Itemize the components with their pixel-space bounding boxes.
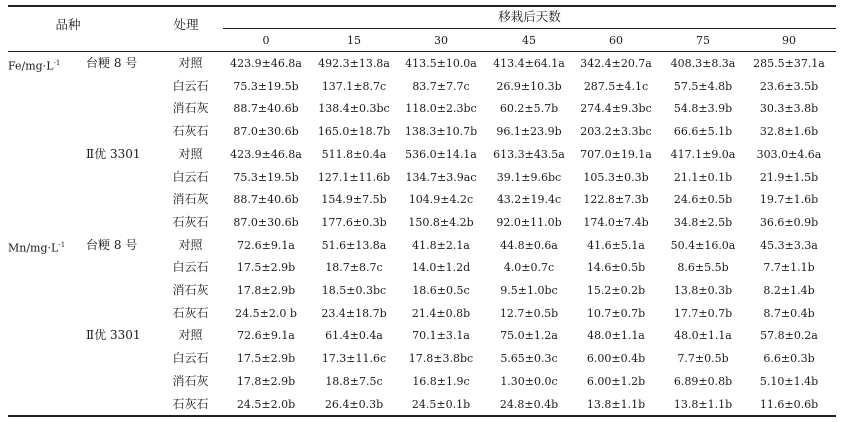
value-cell: 48.0±1.1a [587,329,645,343]
table-row [8,302,836,325]
value-cell: 70.1±3.1a [412,329,470,343]
value-cell: 6.89±0.8b [673,374,733,388]
value-cell: 134.7±3.9ac [405,170,477,184]
treatment-header: 处理 [173,17,199,32]
value-cell: 18.7±8.7c [325,261,383,275]
table-row [8,188,836,211]
value-cell: 48.0±1.1a [674,329,732,343]
table-row [8,279,836,302]
value-cell: 492.3±13.8a [318,57,390,70]
treatment-label: 石灰石 [172,396,209,411]
day-header-30: 30 [434,34,448,47]
value-cell: 87.0±30.6b [233,125,299,139]
value-cell: 408.3±8.3a [670,57,736,70]
variety-header: 品种 [55,17,81,32]
value-cell: 6.00±0.4b [586,352,646,366]
value-cell: 45.3±3.3a [760,238,818,252]
value-cell: 165.0±18.7b [317,125,391,139]
table-row [8,75,836,98]
treatment-label: 白云石 [172,351,209,366]
value-cell: 44.8±0.6a [500,238,558,252]
table-row [8,166,836,189]
value-cell: 34.8±2.5b [673,215,733,229]
value-cell: 23.4±18.7b [321,306,387,320]
value-cell: 88.7±40.6b [233,193,299,207]
treatment-label: 消石灰 [172,101,209,116]
value-cell: 96.1±23.9b [496,125,562,139]
value-cell: 39.1±9.6bc [496,170,562,184]
value-cell: 19.7±1.6b [759,193,819,207]
value-cell: 17.5±2.9b [236,352,296,366]
value-cell: 7.7±1.1b [763,261,815,275]
treatment-label: 白云石 [172,78,209,93]
value-cell: 122.8±7.3b [583,193,649,207]
value-cell: 18.6±0.5c [412,284,470,297]
value-cell: 287.5±4.1c [583,79,649,93]
table-row [8,97,836,120]
table-row [8,370,836,393]
value-cell: 707.0±19.1a [580,147,652,161]
treatment-label: 石灰石 [172,124,209,139]
value-cell: 274.4±9.3bc [580,102,652,116]
day-header-75: 75 [696,34,710,47]
value-cell: 57.8±0.2a [760,329,818,343]
table-row [8,120,836,143]
value-cell: 1.30±0.0c [500,374,558,388]
value-cell: 21.1±0.1b [673,170,733,184]
value-cell: 342.4±20.7a [580,57,652,70]
value-cell: 177.6±0.3b [321,215,387,229]
value-cell: 174.0±7.4b [583,215,649,229]
value-cell: 17.8±2.9b [236,284,296,297]
variety-label: Ⅱ优 3301 [86,328,141,343]
treatment-label: 白云石 [172,260,209,275]
value-cell: 7.7±0.5b [677,352,729,366]
table-row [8,143,836,166]
treatment-label: 白云石 [172,169,209,184]
value-cell: 17.8±2.9b [236,374,296,388]
value-cell: 423.9±46.8a [230,147,302,161]
value-cell: 41.6±5.1a [587,238,645,252]
day-header-45: 45 [522,34,536,47]
value-cell: 104.9±4.2c [408,193,474,207]
value-cell: 11.6±0.6b [759,397,819,411]
value-cell: 16.8±1.9c [412,374,470,388]
value-cell: 17.7±0.7b [673,306,733,320]
treatment-label: 对照 [178,237,203,252]
value-cell: 5.65±0.3c [500,352,558,366]
metric-unit-exponent: -1 [58,240,66,249]
value-cell: 14.0±1.2d [411,261,471,275]
value-cell: 6.6±0.3b [763,352,815,366]
value-cell: 43.2±19.4c [496,193,562,207]
metric-label [8,52,86,75]
table-row [8,52,836,75]
value-cell: 24.5±2.0 b [235,306,297,320]
value-cell: 24.5±0.1b [411,397,471,411]
treatment-label: 消石灰 [172,192,209,207]
value-cell: 75.3±19.5b [233,170,299,184]
value-cell: 72.6±9.1a [237,238,295,252]
treatment-label: 对照 [178,328,203,343]
value-cell: 138.4±0.3bc [318,102,390,116]
value-cell: 17.3±11.6c [321,352,387,366]
day-header-60: 60 [609,34,623,47]
variety-label: Ⅱ优 3301 [86,146,141,161]
value-cell: 24.5±2.0b [236,397,296,411]
value-cell: 203.2±3.3bc [580,125,652,139]
value-cell: 17.8±3.8bc [408,352,474,366]
day-header-15: 15 [347,34,361,47]
value-cell: 57.5±4.8b [673,79,733,93]
treatment-label: 对照 [178,56,203,70]
value-cell: 17.5±2.9b [236,261,296,275]
value-cell: 13.8±1.1b [673,397,733,411]
value-cell: 15.2±0.2b [586,284,646,297]
value-cell: 75.0±1.2a [500,329,558,343]
days-header: 移栽后天数 [498,9,561,24]
value-cell: 24.8±0.4b [499,397,559,411]
treatment-label: 消石灰 [172,373,209,388]
value-cell: 105.3±0.3b [583,170,649,184]
treatment-label: 消石灰 [172,283,209,297]
value-cell: 10.7±0.7b [586,306,646,320]
value-cell: 127.1±11.6b [317,170,391,184]
value-cell: 88.7±40.6b [233,102,299,116]
value-cell: 285.5±37.1a [753,57,825,70]
metric-unit-exponent: -1 [53,59,61,67]
value-cell: 5.10±1.4b [759,374,819,388]
value-cell: 41.8±2.1a [412,238,470,252]
value-cell: 18.5±0.3bc [321,284,387,297]
treatment-label: 对照 [178,146,203,161]
value-cell: 8.7±0.4b [763,306,815,320]
value-cell: 26.9±10.3b [496,79,562,93]
value-cell: 4.0±0.7c [503,261,555,275]
value-cell: 13.8±0.3b [673,284,733,297]
value-cell: 36.6±0.9b [759,215,819,229]
value-cell: 54.8±3.9b [673,102,733,116]
value-cell: 50.4±16.0a [670,238,736,252]
value-cell: 24.6±0.5b [673,193,733,207]
table-row [8,234,836,257]
value-cell: 60.2±5.7b [499,102,559,116]
value-cell: 75.3±19.5b [233,79,299,93]
bottom-rule [8,415,836,417]
value-cell: 9.5±1.0bc [500,284,558,297]
value-cell: 51.6±13.8a [321,238,387,252]
value-cell: 137.1±8.7c [321,79,387,93]
day-header-90: 90 [782,34,796,47]
value-cell: 87.0±30.6b [233,215,299,229]
day-header-0: 0 [262,34,270,47]
value-cell: 21.9±1.5b [759,170,819,184]
value-cell: 6.00±1.2b [586,374,646,388]
value-cell: 118.0±2.3bc [405,102,477,116]
value-cell: 8.6±5.5b [677,261,729,275]
variety-label: 台粳 8 号 [86,237,138,252]
value-cell: 26.4±0.3b [324,397,384,411]
value-cell: 32.8±1.6b [759,125,819,139]
value-cell: 13.8±1.1b [586,397,646,411]
value-cell: 66.6±5.1b [673,125,733,139]
value-cell: 92.0±11.0b [496,215,562,229]
table-row [8,393,836,416]
value-cell: 12.7±0.5b [499,306,559,320]
metric-text: Mn/mg·L [8,241,59,255]
value-cell: 536.0±14.1a [405,147,477,161]
value-cell: 150.8±4.2b [408,215,474,229]
value-cell: 21.4±0.8b [411,306,471,320]
value-cell: 14.6±0.5b [586,261,646,275]
table-row [8,256,836,279]
table-row [8,211,836,234]
metric-text: Fe/mg·L [8,59,54,73]
value-cell: 511.8±0.4a [321,147,387,161]
value-cell: 30.3±3.8b [759,102,819,116]
value-cell: 8.2±1.4b [763,284,815,297]
value-cell: 423.9±46.8a [230,57,302,70]
value-cell: 23.6±3.5b [759,79,819,93]
metric-label [8,234,86,257]
variety-label: 台粳 8 号 [86,56,138,70]
value-cell: 138.3±10.7b [404,125,478,139]
value-cell: 61.4±0.4a [325,329,383,343]
value-cell: 83.7±7.7c [412,79,470,93]
value-cell: 18.8±7.5c [325,374,383,388]
treatment-label: 石灰石 [172,214,209,229]
table-row [8,347,836,370]
value-cell: 72.6±9.1a [237,329,295,343]
value-cell: 413.5±10.0a [405,57,477,70]
value-cell: 417.1±9.0a [670,147,736,161]
value-cell: 303.0±4.6a [756,147,822,161]
value-cell: 613.3±43.5a [493,147,565,161]
value-cell: 413.4±64.1a [493,57,565,70]
treatment-label: 石灰石 [172,305,209,320]
table-row [8,324,836,347]
value-cell: 154.9±7.5b [321,193,387,207]
